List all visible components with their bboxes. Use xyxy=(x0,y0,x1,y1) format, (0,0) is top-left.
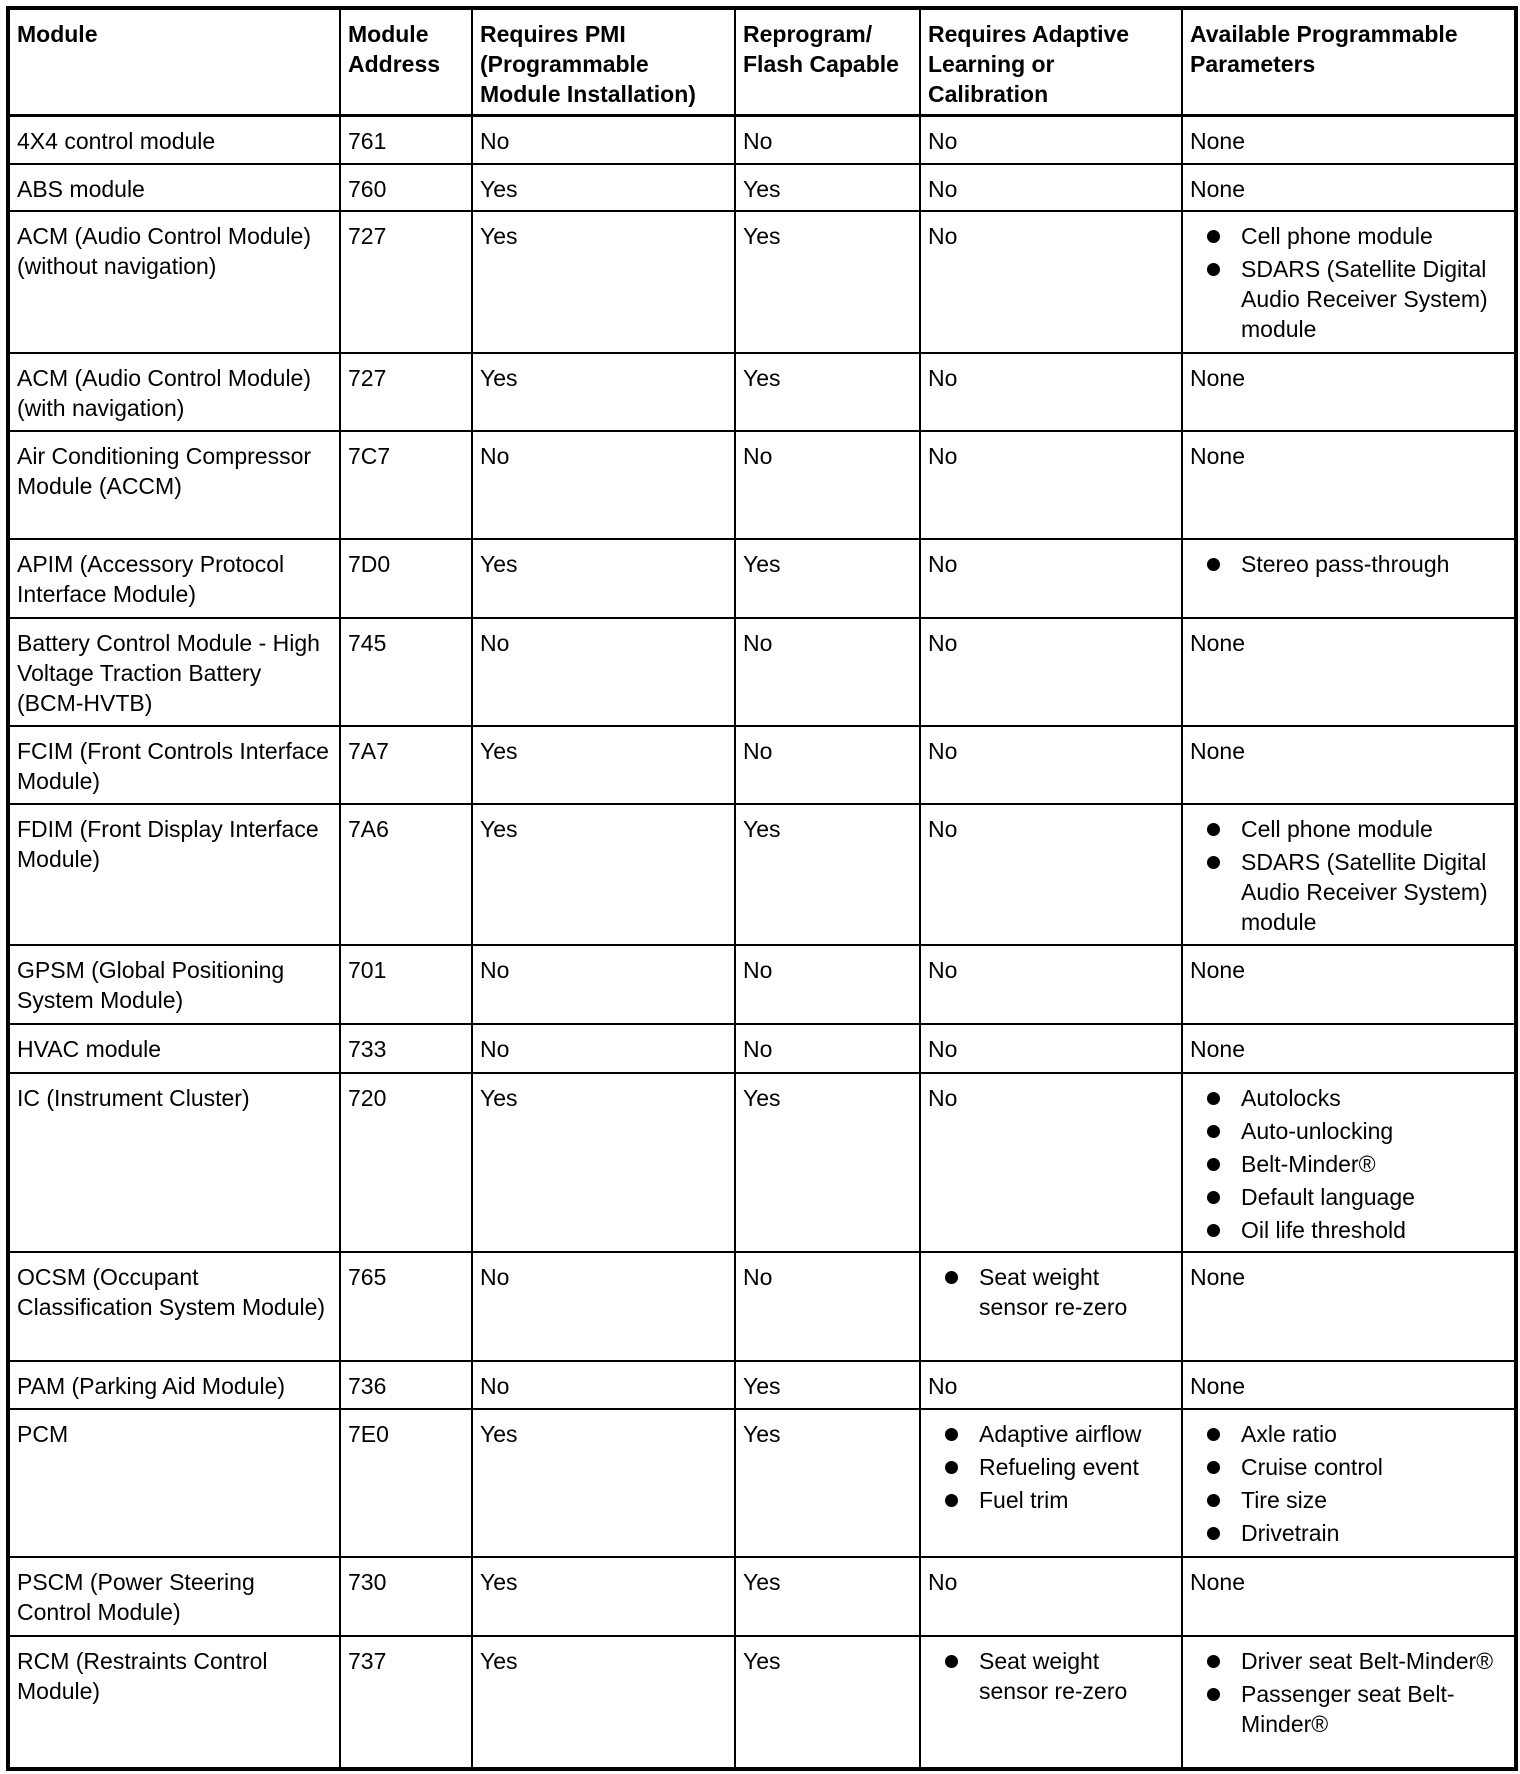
cell-flash-capable: Yes xyxy=(735,353,920,431)
cell-address: 7A6 xyxy=(340,804,472,945)
bullet-list xyxy=(1190,1419,1507,1548)
cell-programmable-parameters: None xyxy=(1182,164,1516,211)
bullet-list xyxy=(1190,221,1507,344)
cell-address: 727 xyxy=(340,211,472,353)
cell-adaptive-learning: No xyxy=(920,945,1182,1024)
cell-module: FDIM (Front Display Interface Module) xyxy=(8,804,340,945)
cell-requires-pmi: Yes xyxy=(472,539,735,618)
column-header-adaptive-learning: Requires Adaptive Learning or Calibration xyxy=(920,8,1182,115)
table-row xyxy=(8,353,1516,431)
cell-programmable-parameters xyxy=(1182,804,1516,945)
cell-module: PCM xyxy=(8,1409,340,1557)
cell-programmable-parameters xyxy=(1182,1409,1516,1557)
cell-adaptive-learning: No xyxy=(920,1073,1182,1252)
table-row xyxy=(8,945,1516,1024)
cell-module: ACM (Audio Control Module) (with navigation) xyxy=(8,353,340,431)
cell-flash-capable: No xyxy=(735,115,920,164)
table-row xyxy=(8,1361,1516,1409)
cell-module: 4X4 control module xyxy=(8,115,340,164)
cell-address: 745 xyxy=(340,618,472,726)
cell-requires-pmi: Yes xyxy=(472,353,735,431)
bullet-item: Oil life threshold xyxy=(1207,1215,1507,1245)
cell-flash-capable: Yes xyxy=(735,1636,920,1769)
cell-requires-pmi: No xyxy=(472,945,735,1024)
column-header-flash-capable: Reprogram/ Flash Capable xyxy=(735,8,920,115)
cell-adaptive-learning: No xyxy=(920,726,1182,804)
cell-flash-capable: Yes xyxy=(735,1409,920,1557)
cell-flash-capable: Yes xyxy=(735,1557,920,1636)
cell-module: FCIM (Front Controls Interface Module) xyxy=(8,726,340,804)
cell-programmable-parameters: None xyxy=(1182,115,1516,164)
bullet-item: SDARS (Satellite Digital Audio Receiver System) module xyxy=(1207,847,1507,937)
cell-module: Battery Control Module - High Voltage Traction Battery (BCM-HVTB) xyxy=(8,618,340,726)
cell-requires-pmi: Yes xyxy=(472,1073,735,1252)
bullet-list xyxy=(1190,1646,1507,1739)
cell-programmable-parameters: None xyxy=(1182,618,1516,726)
cell-requires-pmi: Yes xyxy=(472,1636,735,1769)
bullet-item: Seat weight sensor re-zero xyxy=(945,1646,1174,1706)
table-row xyxy=(8,115,1516,164)
cell-module: OCSM (Occupant Classification System Module) xyxy=(8,1252,340,1361)
cell-flash-capable: No xyxy=(735,431,920,539)
bullet-list xyxy=(928,1262,1174,1322)
cell-programmable-parameters: None xyxy=(1182,945,1516,1024)
cell-programmable-parameters: None xyxy=(1182,1024,1516,1073)
column-header-programmable-parameters: Available Programmable Parameters xyxy=(1182,8,1516,115)
cell-flash-capable: Yes xyxy=(735,164,920,211)
cell-adaptive-learning: No xyxy=(920,115,1182,164)
cell-adaptive-learning: No xyxy=(920,1024,1182,1073)
cell-address: 733 xyxy=(340,1024,472,1073)
bullet-item: Belt-Minder® xyxy=(1207,1149,1507,1179)
cell-module: APIM (Accessory Protocol Interface Module) xyxy=(8,539,340,618)
cell-module: PSCM (Power Steering Control Module) xyxy=(8,1557,340,1636)
cell-address: 7A7 xyxy=(340,726,472,804)
module-table xyxy=(6,6,1518,1771)
cell-module: Air Conditioning Compressor Module (ACCM) xyxy=(8,431,340,539)
bullet-item: Default language xyxy=(1207,1182,1507,1212)
cell-address: 720 xyxy=(340,1073,472,1252)
table-row xyxy=(8,431,1516,539)
cell-adaptive-learning xyxy=(920,1636,1182,1769)
cell-address: 701 xyxy=(340,945,472,1024)
cell-requires-pmi: No xyxy=(472,431,735,539)
cell-flash-capable: Yes xyxy=(735,539,920,618)
cell-module: RCM (Restraints Control Module) xyxy=(8,1636,340,1769)
cell-module: IC (Instrument Cluster) xyxy=(8,1073,340,1252)
cell-requires-pmi: Yes xyxy=(472,804,735,945)
cell-adaptive-learning: No xyxy=(920,539,1182,618)
cell-requires-pmi: No xyxy=(472,115,735,164)
table-row xyxy=(8,1409,1516,1557)
bullet-item: Axle ratio xyxy=(1207,1419,1507,1449)
cell-address: 736 xyxy=(340,1361,472,1409)
cell-programmable-parameters: None xyxy=(1182,726,1516,804)
cell-programmable-parameters xyxy=(1182,1073,1516,1252)
bullet-item: Seat weight sensor re-zero xyxy=(945,1262,1174,1322)
bullet-item: SDARS (Satellite Digital Audio Receiver System) module xyxy=(1207,254,1507,344)
cell-adaptive-learning: No xyxy=(920,353,1182,431)
cell-requires-pmi: Yes xyxy=(472,211,735,353)
cell-requires-pmi: No xyxy=(472,618,735,726)
cell-adaptive-learning xyxy=(920,1252,1182,1361)
bullet-item: Drivetrain xyxy=(1207,1518,1507,1548)
cell-programmable-parameters: None xyxy=(1182,1252,1516,1361)
cell-programmable-parameters: None xyxy=(1182,1361,1516,1409)
cell-address: 7E0 xyxy=(340,1409,472,1557)
cell-module: PAM (Parking Aid Module) xyxy=(8,1361,340,1409)
cell-module: HVAC module xyxy=(8,1024,340,1073)
cell-flash-capable: No xyxy=(735,618,920,726)
cell-flash-capable: No xyxy=(735,945,920,1024)
bullet-list xyxy=(1190,549,1507,579)
table-row xyxy=(8,164,1516,211)
cell-address: 761 xyxy=(340,115,472,164)
bullet-item: Autolocks xyxy=(1207,1083,1507,1113)
cell-requires-pmi: Yes xyxy=(472,164,735,211)
header-row xyxy=(8,8,1516,115)
cell-flash-capable: Yes xyxy=(735,211,920,353)
cell-adaptive-learning: No xyxy=(920,1557,1182,1636)
bullet-list xyxy=(928,1646,1174,1706)
cell-requires-pmi: No xyxy=(472,1024,735,1073)
cell-flash-capable: Yes xyxy=(735,1361,920,1409)
bullet-item: Cell phone module xyxy=(1207,221,1507,251)
table-row xyxy=(8,211,1516,353)
bullet-item: Driver seat Belt-Minder® xyxy=(1207,1646,1507,1676)
table-row xyxy=(8,1557,1516,1636)
cell-address: 7D0 xyxy=(340,539,472,618)
cell-address: 727 xyxy=(340,353,472,431)
cell-address: 765 xyxy=(340,1252,472,1361)
bullet-item: Auto-unlocking xyxy=(1207,1116,1507,1146)
table-row xyxy=(8,539,1516,618)
cell-flash-capable: Yes xyxy=(735,1073,920,1252)
bullet-list xyxy=(1190,1083,1507,1245)
bullet-item: Refueling event xyxy=(945,1452,1174,1482)
cell-requires-pmi: Yes xyxy=(472,1557,735,1636)
bullet-list xyxy=(1190,814,1507,937)
cell-requires-pmi: No xyxy=(472,1361,735,1409)
cell-address: 7C7 xyxy=(340,431,472,539)
cell-adaptive-learning: No xyxy=(920,804,1182,945)
bullet-item: Tire size xyxy=(1207,1485,1507,1515)
cell-address: 737 xyxy=(340,1636,472,1769)
bullet-item: Cruise control xyxy=(1207,1452,1507,1482)
cell-module: ACM (Audio Control Module) (without navigation) xyxy=(8,211,340,353)
cell-programmable-parameters xyxy=(1182,211,1516,353)
cell-address: 730 xyxy=(340,1557,472,1636)
bullet-item: Passenger seat Belt-Minder® xyxy=(1207,1679,1507,1739)
cell-module: GPSM (Global Positioning System Module) xyxy=(8,945,340,1024)
bullet-item: Adaptive airflow xyxy=(945,1419,1174,1449)
cell-module: ABS module xyxy=(8,164,340,211)
table-row xyxy=(8,726,1516,804)
table-row xyxy=(8,1024,1516,1073)
cell-flash-capable: Yes xyxy=(735,804,920,945)
cell-address: 760 xyxy=(340,164,472,211)
cell-adaptive-learning xyxy=(920,1409,1182,1557)
bullet-item: Cell phone module xyxy=(1207,814,1507,844)
table-row xyxy=(8,618,1516,726)
cell-flash-capable: No xyxy=(735,726,920,804)
cell-programmable-parameters: None xyxy=(1182,431,1516,539)
cell-programmable-parameters xyxy=(1182,1636,1516,1769)
table-row xyxy=(8,804,1516,945)
cell-requires-pmi: No xyxy=(472,1252,735,1361)
table-row xyxy=(8,1073,1516,1252)
cell-programmable-parameters: None xyxy=(1182,353,1516,431)
cell-programmable-parameters: None xyxy=(1182,1557,1516,1636)
cell-adaptive-learning: No xyxy=(920,431,1182,539)
cell-requires-pmi: Yes xyxy=(472,1409,735,1557)
bullet-list xyxy=(928,1419,1174,1515)
cell-adaptive-learning: No xyxy=(920,211,1182,353)
cell-adaptive-learning: No xyxy=(920,1361,1182,1409)
cell-flash-capable: No xyxy=(735,1252,920,1361)
cell-requires-pmi: Yes xyxy=(472,726,735,804)
bullet-item: Fuel trim xyxy=(945,1485,1174,1515)
column-header-module: Module xyxy=(8,8,340,115)
bullet-item: Stereo pass-through xyxy=(1207,549,1507,579)
column-header-requires-pmi: Requires PMI (Programmable Module Installation) xyxy=(472,8,735,115)
cell-adaptive-learning: No xyxy=(920,164,1182,211)
column-header-address: Module Address xyxy=(340,8,472,115)
table-row xyxy=(8,1636,1516,1769)
cell-programmable-parameters xyxy=(1182,539,1516,618)
cell-adaptive-learning: No xyxy=(920,618,1182,726)
table-row xyxy=(8,1252,1516,1361)
cell-flash-capable: No xyxy=(735,1024,920,1073)
